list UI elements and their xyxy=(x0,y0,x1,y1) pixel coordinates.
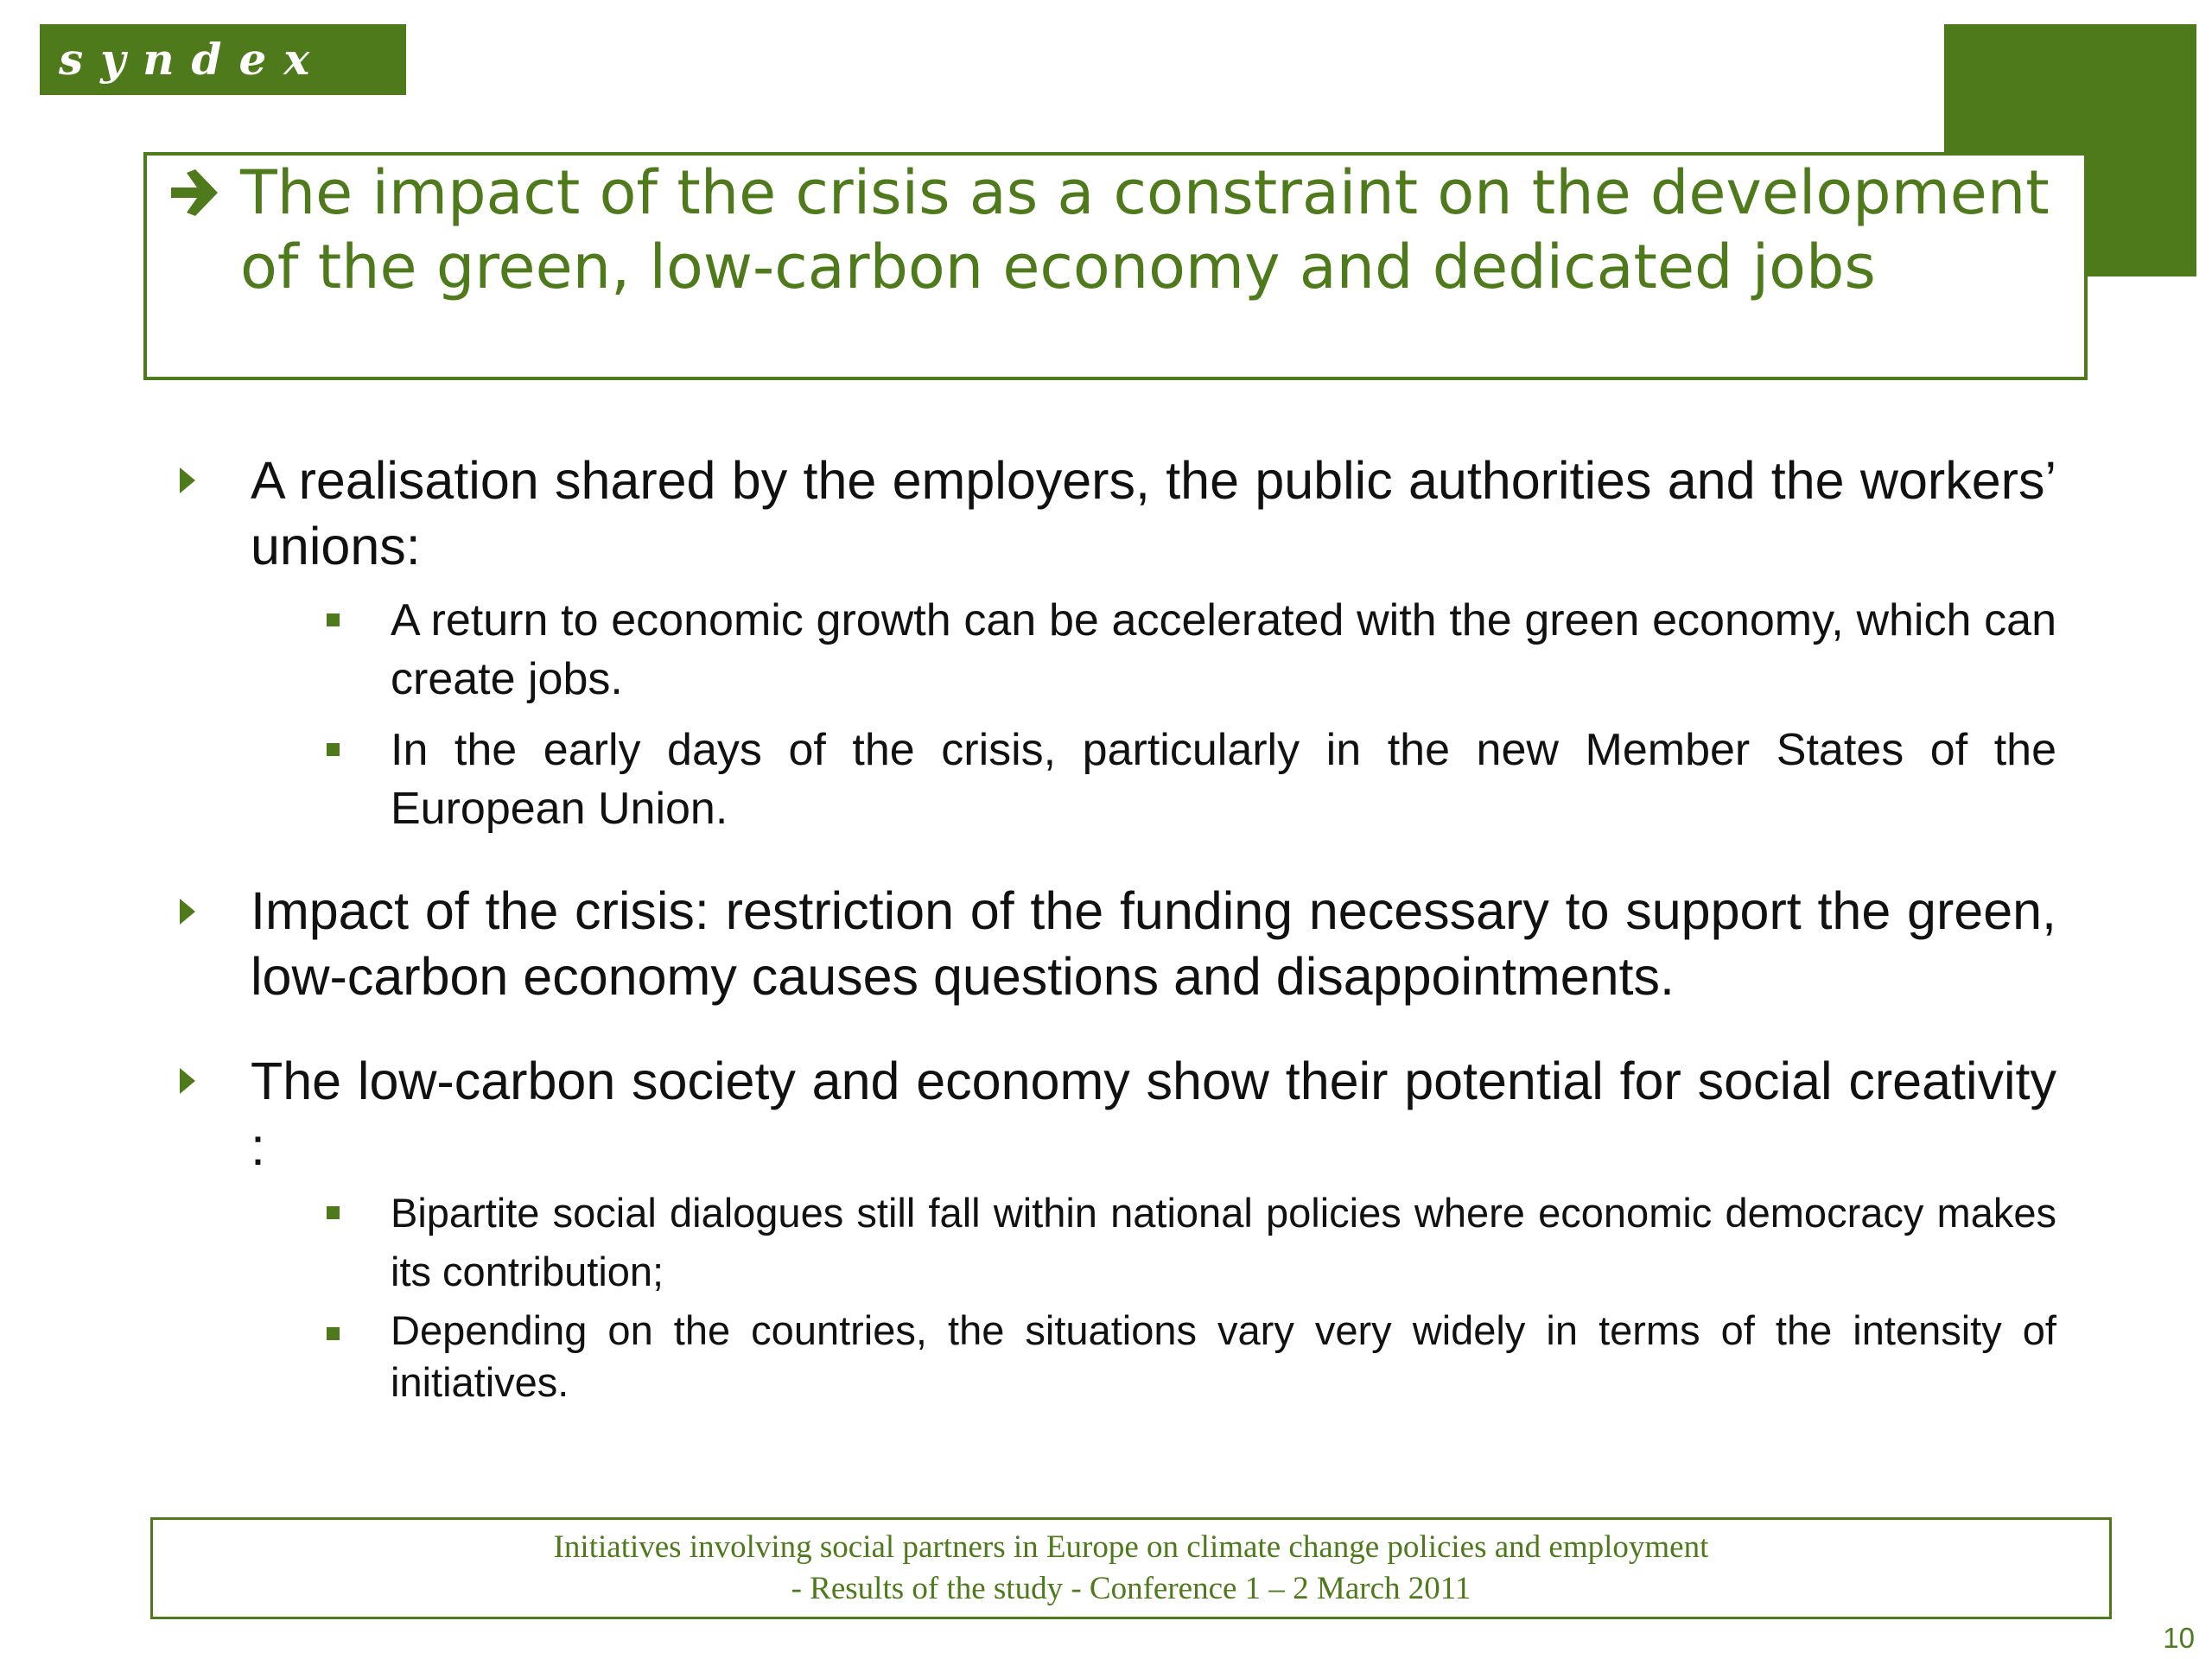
square-bullet-icon xyxy=(327,1206,340,1219)
square-bullet-icon xyxy=(327,1327,340,1340)
sub-bullet-item: Depending on the countries, the situations vary very widely in terms of the intensity of initiatives. xyxy=(391,1307,2056,1405)
square-bullet-icon xyxy=(327,743,340,756)
bullet-item: A realisation shared by the employers, the public authorities and the workers’ unions: xyxy=(251,451,2056,575)
sub-bullet-item: A return to economic growth can be accelerated with the green economy, which can create jobs. xyxy=(391,595,2056,704)
sub-bullet-item: In the early days of the crisis, particularly in the new Member States of the European Union. xyxy=(391,725,2056,834)
bullet-item: Impact of the crisis: restriction of the funding necessary to support the green, low-carbon economy causes questions and disappointments. xyxy=(251,881,2056,1006)
sub-bullet-item: Bipartite social dialogues still fall within national policies where economic democracy makes its contribution; xyxy=(391,1190,2056,1294)
syndex-logo: syndex xyxy=(40,24,406,95)
square-bullet-icon xyxy=(327,613,340,626)
footer-line-1: Initiatives involving social partners in Europe on climate change policies and employment xyxy=(553,1529,1709,1565)
triangle-bullet-icon xyxy=(180,467,195,493)
footer xyxy=(150,1517,2112,1619)
slide-title: The impact of the crisis as a constraint on the development of the green, low-carbon economy and dedicated jobs xyxy=(240,157,2050,302)
footer-line-2: - Results of the study - Conference 1 – 2 March 2011 xyxy=(791,1571,1471,1606)
page-number: 10 xyxy=(2163,1622,2195,1654)
bullet-item: The low-carbon society and economy show their potential for social creativity : xyxy=(251,1052,2056,1176)
triangle-bullet-icon xyxy=(180,1068,195,1094)
triangle-bullet-icon xyxy=(180,899,195,925)
